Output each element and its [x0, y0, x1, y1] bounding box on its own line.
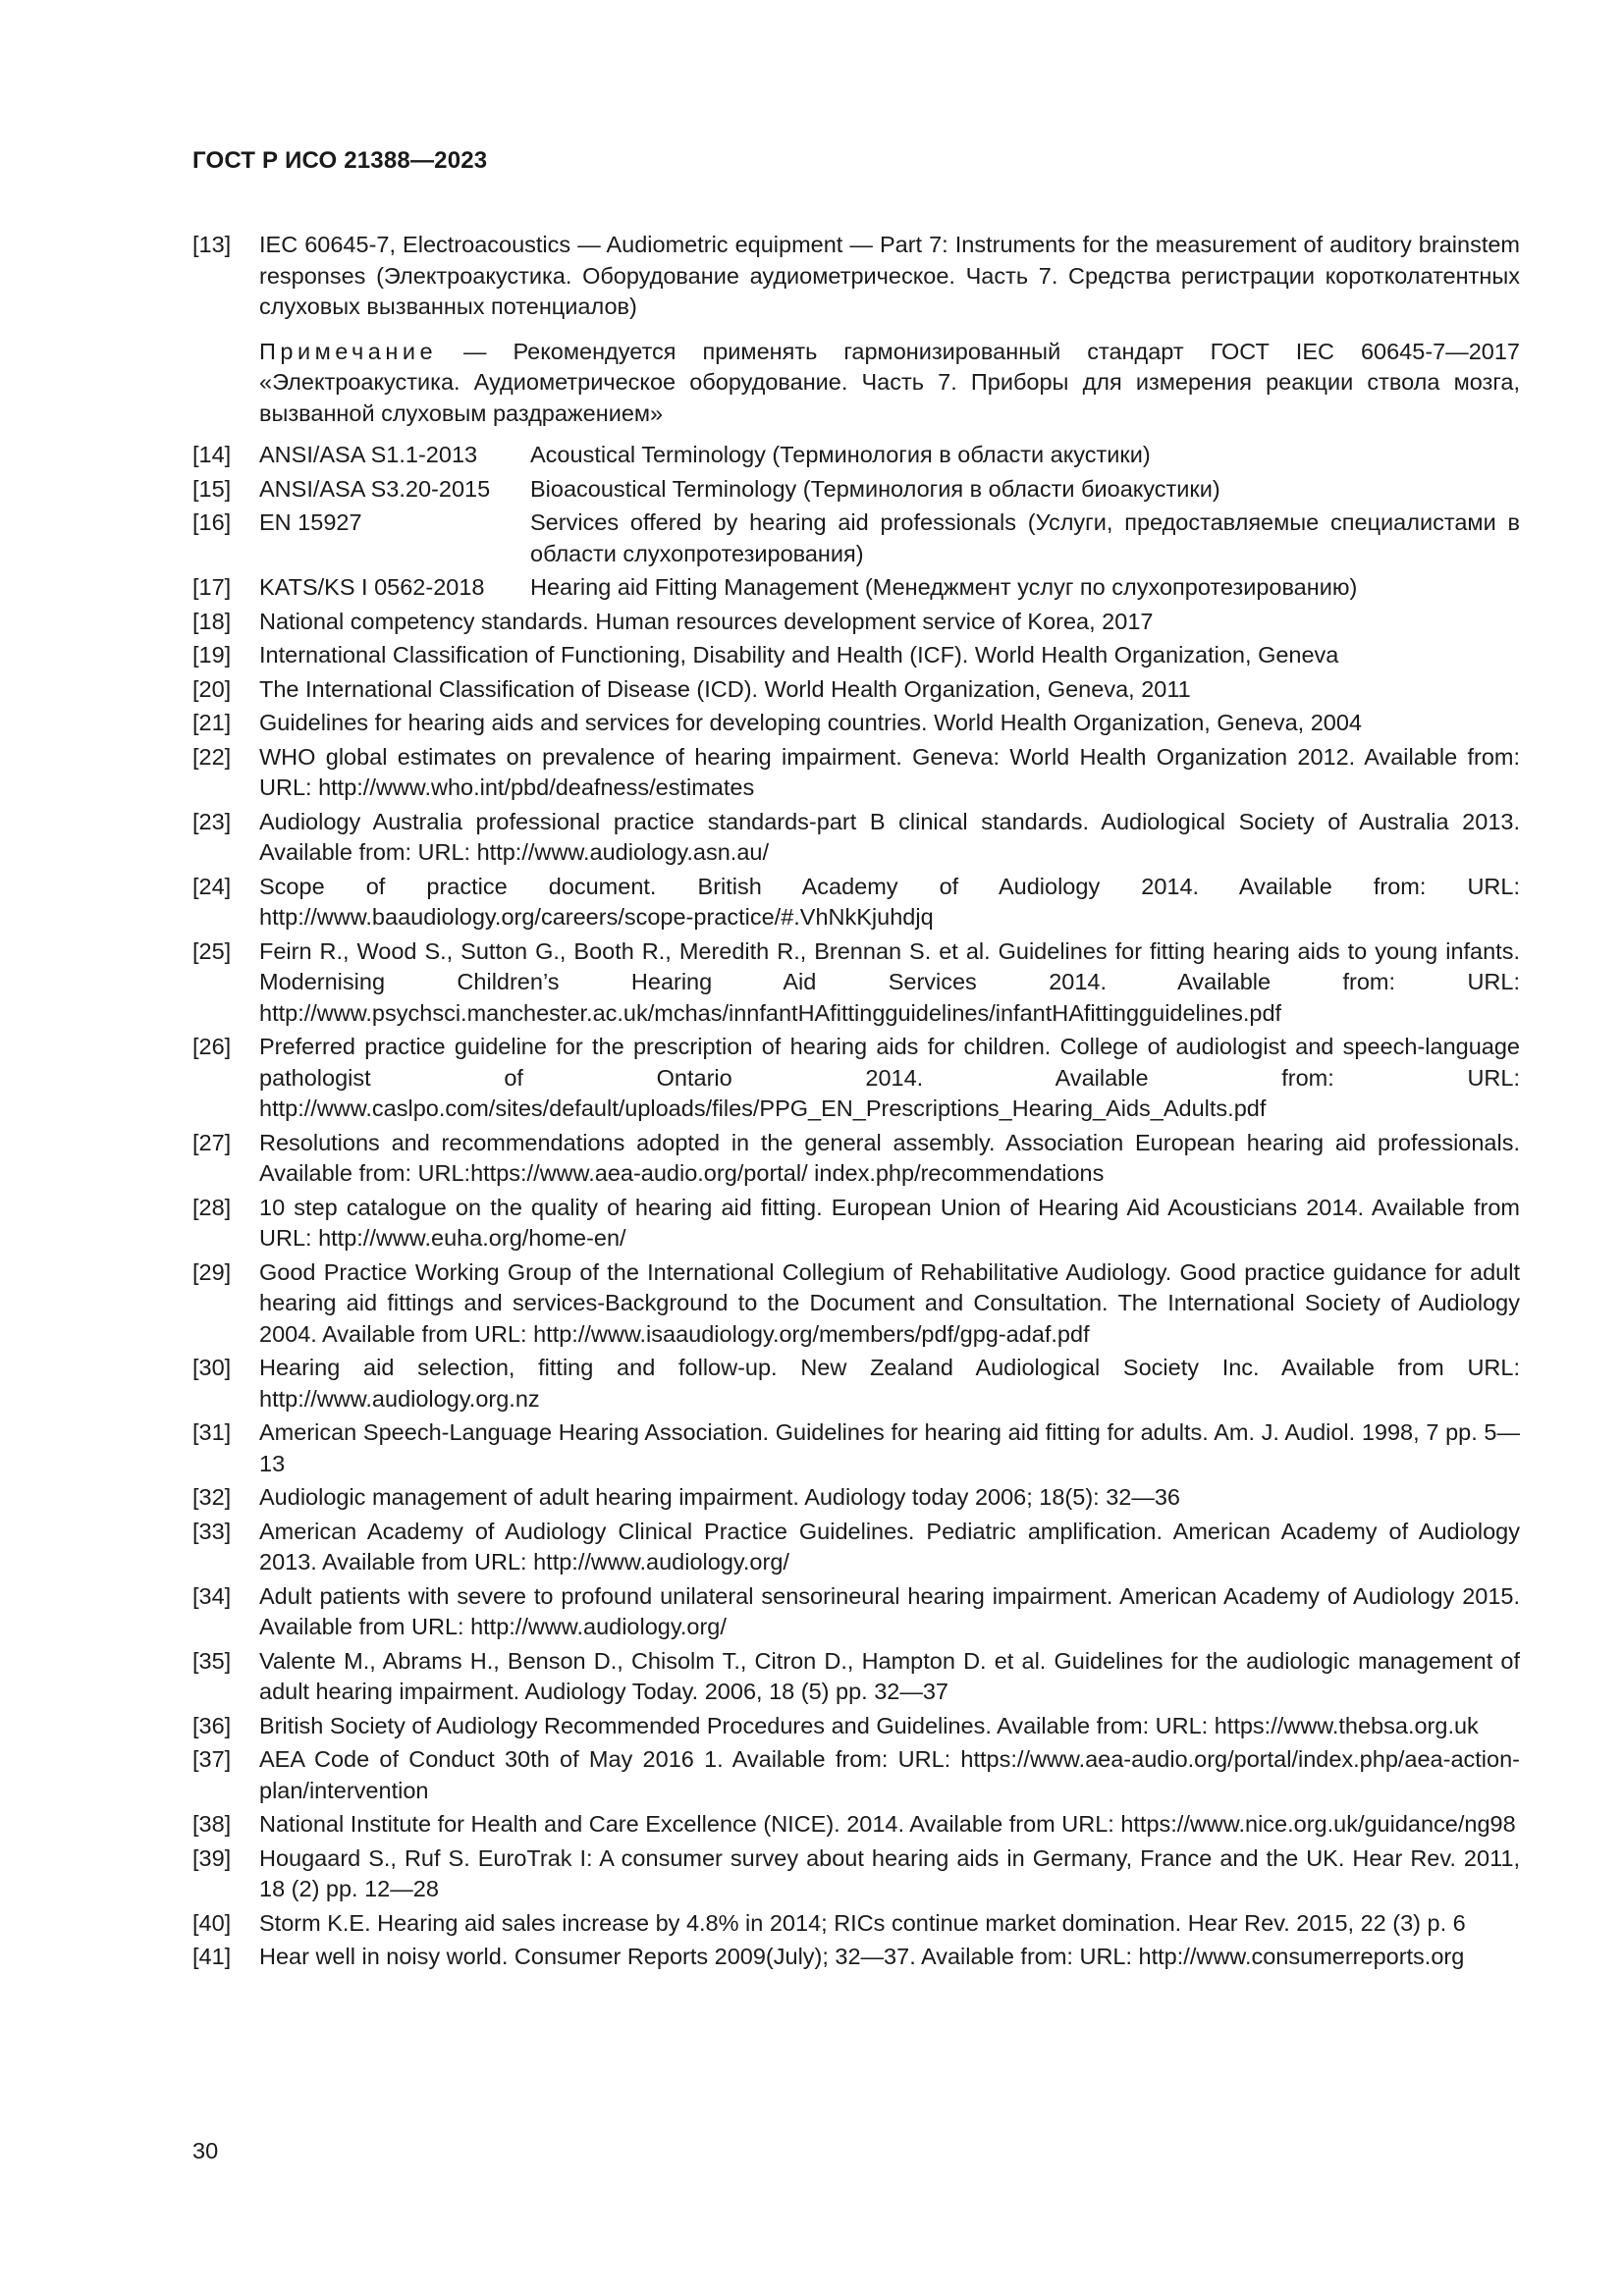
reference-text: Valente M., Abrams H., Benson D., Chisolm T., Citron D., Hampton D. et al. Guidelines for the audiologic management of adult hearing impairment. Audiology Today. 2006, 18 (5) pp. 32—37 [259, 1647, 1520, 1704]
reference-text: AEA Code of Conduct 30th of May 2016 1. Available from: URL: https://www.aea-audio.org/portal/index.php/aea-action-plan/intervention [259, 1746, 1520, 1803]
reference-item [192, 1032, 1520, 1125]
reference-text: Resolutions and recommendations adopted in the general assembly. Association European hearing aid professionals. Available from: URL:https://www.aea-audio.org/portal/ index.php/recommendations [259, 1129, 1520, 1186]
reference-note [259, 337, 1520, 430]
reference-item [192, 507, 1520, 569]
reference-item [192, 1744, 1520, 1806]
reference-number: [30] [192, 1355, 232, 1380]
reference-text: WHO global estimates on prevalence of hearing impairment. Geneva: World Health Organization 2012. Available from: URL: http://www.who.int/pbd/deafness/estimates [259, 743, 1520, 800]
reference-text: Services offered by hearing aid professionals (Услуги, предоставляемые специалистами в области слухопротезирования) [530, 509, 1520, 566]
reference-number: [35] [192, 1647, 232, 1674]
reference-number: [20] [192, 675, 232, 702]
reference-text: Hearing aid Fitting Management (Менеджмент услуг по слухопротезированию) [530, 574, 1358, 600]
reference-item [192, 674, 1520, 706]
reference-number: [38] [192, 1811, 232, 1837]
note-label: Примечание [259, 338, 438, 364]
reference-number: [32] [192, 1484, 232, 1510]
reference-item [192, 708, 1520, 739]
reference-number: [31] [192, 1419, 232, 1445]
reference-text: Hear well in noisy world. Consumer Reports 2009(July); 32—37. Available from: URL: http://www.consumerreports.org [259, 1944, 1465, 1969]
reference-standard-code: EN 15927 [259, 509, 362, 535]
reference-text: Scope of practice document. British Academy of Audiology 2014. Available from: URL: http://www.baaudiology.org/careers/scope-practice/#.VhNkKjuhdjq [259, 873, 1520, 930]
reference-text: Storm K.E. Hearing aid sales increase by 4.8% in 2014; RICs continue market domination. Hear Rev. 2015, 22 (3) p. 6 [259, 1909, 1466, 1936]
reference-number: [27] [192, 1129, 232, 1155]
reference-item [192, 1908, 1520, 1940]
reference-item [192, 607, 1520, 638]
reference-number: [16] [192, 509, 232, 535]
reference-item [192, 440, 1520, 471]
reference-number: [36] [192, 1712, 232, 1738]
reference-item [192, 1128, 1520, 1190]
reference-item [192, 1581, 1520, 1643]
reference-item [192, 1257, 1520, 1351]
reference-number: [19] [192, 642, 232, 667]
reference-text: British Society of Audiology Recommended Procedures and Guidelines. Available from: URL: https://www.thebsa.org.uk [259, 1712, 1479, 1738]
reference-text: 10 step catalogue on the quality of hearing aid fitting. European Union of Hearing Aid Acousticians 2014. Available from URL: http://www.euha.org/home-en/ [259, 1194, 1520, 1251]
reference-text: American Speech-Language Hearing Association. Guidelines for hearing aid fitting for adults. Am. J. Audiol. 1998, 7 pp. 5—13 [259, 1419, 1520, 1476]
reference-number: [26] [192, 1034, 232, 1059]
reference-number: [37] [192, 1746, 232, 1772]
reference-item [192, 1417, 1520, 1479]
reference-item [192, 474, 1520, 506]
reference-text: Good Practice Working Group of the International Collegium of Rehabilitative Audiology. Good practice guidance for adult hearing aid fittings and services-Background to the Document and Consultation. The International Society of Audiology 2004. Available from URL: http://www.isaaudiology.org/members/pdf/gpg-adaf.pdf [259, 1258, 1520, 1347]
reference-number: [14] [192, 442, 232, 467]
reference-standard-code: KATS/KS I 0562-2018 [259, 574, 485, 600]
reference-text: Adult patients with severe to profound unilateral sensorineural hearing impairment. American Academy of Audiology 2015. Available from URL: http://www.audiology.org/ [259, 1582, 1520, 1639]
reference-item [192, 1646, 1520, 1708]
reference-item [192, 1193, 1520, 1255]
reference-standard-code: ANSI/ASA S1.1-2013 [259, 442, 478, 467]
reference-text: IEC 60645-7, Electroacoustics — Audiometric equipment — Part 7: Instruments for the measurement of auditory brainstem responses (Электроакустика. Оборудование аудиометрическое. Часть 7. Средства регистрации коротколатентных слуховых вызванных потенциалов) [259, 232, 1520, 319]
reference-item [192, 807, 1520, 869]
reference-text: Hearing aid selection, fitting and follow-up. New Zealand Audiological Society Inc. Available from URL: http://www.audiology.org.nz [259, 1355, 1520, 1412]
reference-number: [18] [192, 608, 232, 634]
reference-number: [40] [192, 1909, 232, 1936]
reference-text: American Academy of Audiology Clinical Practice Guidelines. Pediatric amplification. American Academy of Audiology 2013. Available from URL: http://www.audiology.org/ [259, 1518, 1520, 1575]
reference-number: [33] [192, 1518, 232, 1544]
reference-text: Preferred practice guideline for the prescription of hearing aids for children. College of audiologist and speech-language pathologist of Ontario 2014. Available from: URL: http://www.caslpo.com/sites/default/uploads/files/PPG_EN_Prescriptions_Hearing_Aids_Adults.pdf [259, 1034, 1520, 1121]
reference-number: [25] [192, 937, 232, 964]
note-text: — Рекомендуется применять гармонизированный стандарт ГОСТ IEC 60645-7—2017 «Электроакустика. Аудиометрическое оборудование. Часть 7. Приборы для измерения реакции ствола мозга, вызванной слуховым раздражением» [259, 338, 1520, 426]
reference-number: [13] [192, 232, 232, 257]
page-number: 30 [192, 2138, 219, 2163]
reference-number: [28] [192, 1194, 232, 1220]
bibliography-list [192, 230, 1520, 1976]
reference-number: [39] [192, 1844, 232, 1871]
reference-number: [23] [192, 808, 232, 834]
reference-text: Bioacoustical Terminology (Терминология в области биоакустики) [530, 475, 1220, 502]
reference-item [192, 872, 1520, 934]
reference-number: [22] [192, 743, 232, 770]
reference-item [192, 1843, 1520, 1905]
reference-number: [24] [192, 873, 232, 899]
reference-text: Hougaard S., Ruf S. EuroTrak I: A consumer survey about hearing aids in Germany, France and the UK. Hear Rev. 2011, 18 (2) pp. 12—28 [259, 1844, 1520, 1901]
reference-item [192, 742, 1520, 804]
reference-number: [29] [192, 1258, 232, 1285]
reference-number: [15] [192, 475, 232, 502]
reference-number: [17] [192, 574, 232, 600]
reference-standard-code: ANSI/ASA S3.20-2015 [259, 475, 491, 502]
document-header: ГОСТ Р ИСО 21388—2023 [192, 147, 488, 174]
reference-number: [34] [192, 1582, 232, 1609]
reference-number: [41] [192, 1944, 232, 1969]
reference-item [192, 230, 1520, 323]
reference-item [192, 1353, 1520, 1415]
reference-text: Guidelines for hearing aids and services for developing countries. World Health Organization, Geneva, 2004 [259, 710, 1362, 735]
reference-text: Feirn R., Wood S., Sutton G., Booth R., Meredith R., Brennan S. et al. Guidelines for fitting hearing aids to young infants. Modernising Children’s Hearing Aid Services 2014. Available from: URL: http://www.psychsci.manchester.ac.uk/mchas/innfantHAfittingguidelines/infantHAfittingguidelines.pdf [259, 937, 1520, 1026]
reference-item [192, 572, 1520, 604]
reference-text: International Classification of Functioning, Disability and Health (ICF). World Health Organization, Geneva [259, 642, 1339, 667]
reference-number: [21] [192, 710, 232, 735]
reference-text: The International Classification of Disease (ICD). World Health Organization, Geneva, 2011 [259, 675, 1191, 702]
reference-item [192, 1482, 1520, 1514]
reference-text: Acoustical Terminology (Терминология в области акустики) [530, 442, 1151, 467]
reference-item [192, 936, 1520, 1030]
reference-item [192, 640, 1520, 671]
reference-text: National competency standards. Human resources development service of Korea, 2017 [259, 608, 1154, 634]
reference-item [192, 1517, 1520, 1578]
reference-item [192, 1942, 1520, 1973]
reference-text: Audiologic management of adult hearing impairment. Audiology today 2006; 18(5): 32—36 [259, 1484, 1180, 1510]
reference-item [192, 1711, 1520, 1742]
reference-text: Audiology Australia professional practice standards-part B clinical standards. Audiological Society of Australia 2013. Available from: URL: http://www.audiology.asn.au/ [259, 808, 1520, 865]
reference-item [192, 1809, 1520, 1841]
reference-text: National Institute for Health and Care Excellence (NICE). 2014. Available from URL: https://www.nice.org.uk/guidance/ng98 [259, 1811, 1516, 1837]
